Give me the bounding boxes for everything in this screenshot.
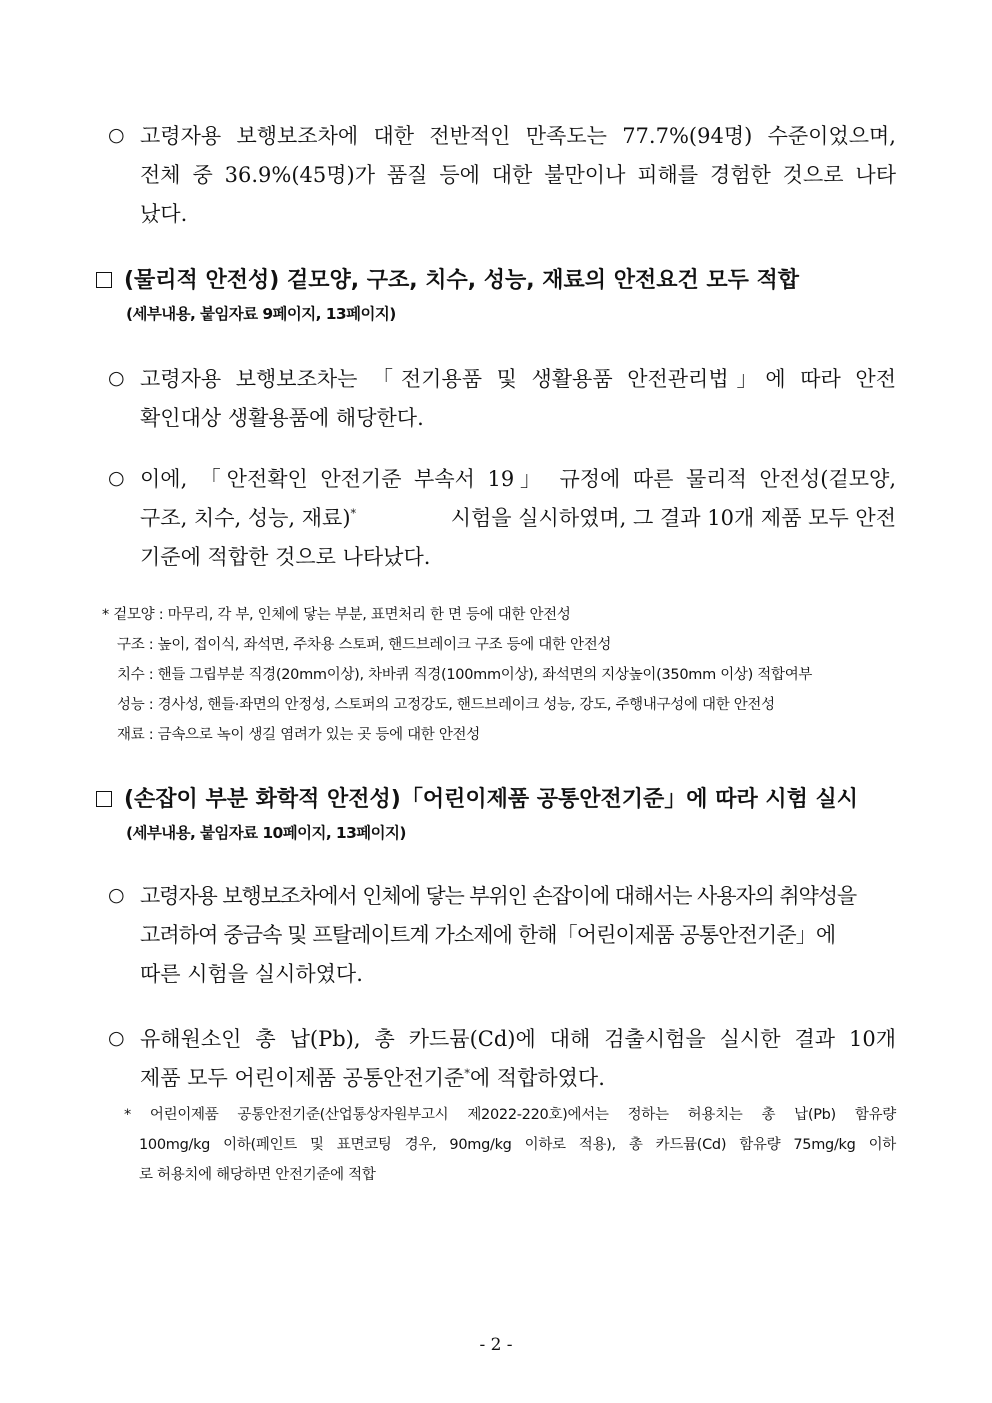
- checkbox-square-icon: [96, 791, 112, 807]
- bullet-marker: ○: [108, 1027, 125, 1049]
- heading-reference: (세부내용, 붙임자료 10페이지, 13페이지): [126, 824, 406, 842]
- footnote-line: * 어린이제품 공통안전기준(산업통상자원부고시 제2022-220호)에서는 정하는 허용치는 총 납(Pb) 함유량: [124, 1107, 896, 1123]
- heading-reference: (세부내용, 붙임자료 9페이지, 13페이지): [126, 305, 396, 323]
- footnote-line: 재료 : 금속으로 녹이 생길 염려가 있는 곳 등에 대한 안전성: [117, 727, 480, 743]
- section-heading: [96, 263, 799, 294]
- heading-title: (물리적 안전성) 겉모양, 구조, 치수, 성능, 재료의 안전요건 모두 적합: [124, 268, 800, 293]
- paragraph-line: 전체 중 36.9%(45명)가 품질 등에 대한 불만이나 피해를 경험한 것으로 나타: [140, 163, 896, 187]
- footnote-line: 구조 : 높이, 접이식, 좌석면, 주차용 스토퍼, 핸드브레이크 구조 등에 대한 안전성: [117, 637, 612, 653]
- bullet-marker: ○: [108, 367, 125, 389]
- bullet-marker: ○: [108, 467, 125, 489]
- bullet-marker: ○: [108, 124, 125, 146]
- paragraph-text: 구조, 치수, 성능, 재료)*: [140, 506, 357, 530]
- paragraph-line: 고령자용 보행보조차에 대한 전반적인 만족도는 77.7%(94명) 수준이었으며,: [140, 124, 896, 148]
- section-heading: [96, 782, 858, 813]
- paragraph-line: 이에, 「안전확인 안전기준 부속서 19」 규정에 따른 물리적 안전성(겉모양,: [140, 467, 896, 491]
- page-number: - 2 -: [479, 1335, 513, 1355]
- footnote-line: 성능 : 경사성, 핸들·좌면의 안정성, 스토퍼의 고정강도, 핸드브레이크 성능, 강도, 주행내구성에 대한 안전성: [117, 697, 775, 713]
- heading-title: (손잡이 부분 화학적 안전성)「어린이제품 공통안전기준」에 따라 시험 실시: [124, 787, 859, 812]
- checkbox-square-icon: [96, 272, 112, 288]
- paragraph-line: 제품 모두 어린이제품 공통안전기준*에 적합하였다.: [140, 1066, 605, 1090]
- bullet-marker: ○: [108, 884, 125, 906]
- footnote-marker: *: [464, 1067, 470, 1080]
- paragraph-line: 유해원소인 총 납(Pb), 총 카드뮴(Cd)에 대해 검출시험을 실시한 결과 10개: [140, 1027, 896, 1051]
- footnote-line: 로 허용치에 해당하면 안전기준에 적합: [139, 1167, 376, 1183]
- footnote-line: 치수 : 핸들 그립부분 직경(20mm이상), 차바퀴 직경(100mm이상), 좌석면의 지상높이(350mm 이상) 적합여부: [117, 667, 813, 683]
- paragraph-text: 시험을 실시하였며, 그 결과 10개 제품 모두 안전: [444, 506, 896, 530]
- footnote-marker: *: [350, 507, 357, 520]
- paragraph-line: 났다.: [140, 202, 188, 226]
- footnote-line: 100mg/kg 이하(페인트 및 표면코팅 경우, 90mg/kg 이하로 적용), 총 카드뮴(Cd) 함유량 75mg/kg 이하: [139, 1137, 896, 1153]
- paragraph-line: 고령자용 보행보조차에서 인체에 닿는 부위인 손잡이에 대해서는 사용자의 취약성을: [140, 884, 857, 908]
- paragraph-line: [140, 502, 896, 532]
- paragraph-line: 확인대상 생활용품에 해당한다.: [140, 406, 424, 430]
- paragraph-line: 고령자용 보행보조차는 「전기용품 및 생활용품 안전관리법」에 따라 안전: [140, 367, 896, 391]
- footnote-line: * 겉모양 : 마무리, 각 부, 인체에 닿는 부분, 표면처리 한 면 등에 대한 안전성: [102, 607, 571, 623]
- paragraph-line: 따른 시험을 실시하였다.: [140, 962, 363, 986]
- paragraph-line: 고려하여 중금속 및 프탈레이트계 가소제에 한해「어린이제품 공통안전기준」에: [140, 923, 836, 947]
- paragraph-line: 기준에 적합한 것으로 나타났다.: [140, 545, 431, 569]
